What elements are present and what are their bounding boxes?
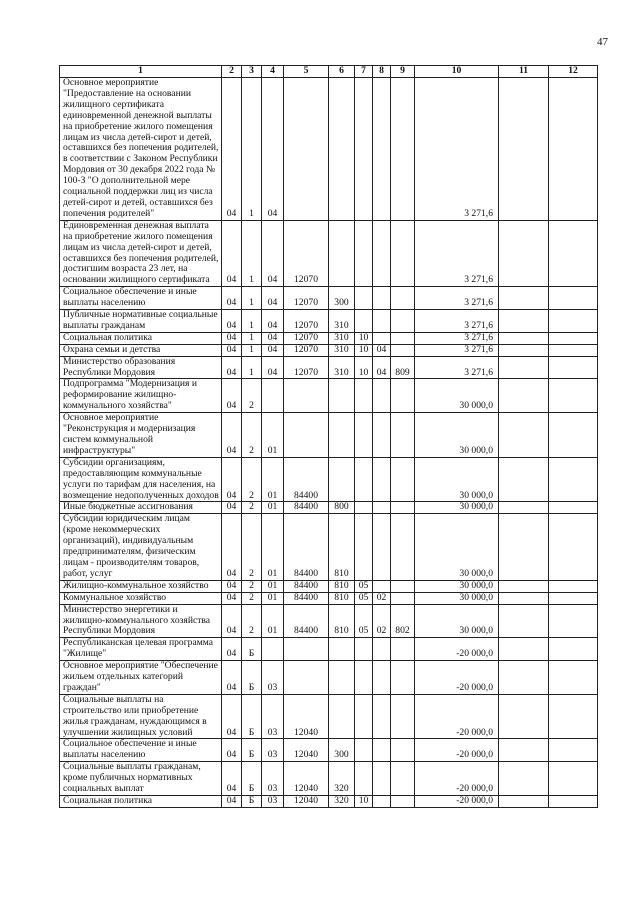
row-cell-col-10: 30 000,0 [415,604,499,638]
column-header-12: 12 [549,66,598,78]
table-row [60,796,598,808]
budget-table [59,65,598,808]
row-cell-col-8: 04 [373,356,391,379]
row-cell-col-11 [499,762,549,796]
row-cell-col-12 [549,220,598,286]
row-cell-col-6: 310 [329,356,355,379]
row-cell-col-11 [499,694,549,739]
row-cell-col-6 [329,413,355,458]
row-cell-col-10: 3 271,6 [415,220,499,286]
table-row [60,287,598,310]
row-cell-col-2: 04 [222,694,242,739]
row-cell-col-9 [391,78,415,221]
row-cell-col-12 [549,413,598,458]
row-cell-col-3: 1 [242,332,262,344]
row-cell-col-10: 30 000,0 [415,413,499,458]
column-header-10: 10 [415,66,499,78]
row-cell-col-4 [262,379,284,413]
table-row [60,580,598,592]
row-cell-col-2: 04 [222,638,242,661]
row-name-cell: Единовременная денежная выплата на приобретение жилого помещения лицам из числа детей-сирот и детей, оставшихся без попечения родителей, достигшим возраста 23 лет, на основании жилищного сертификата [60,220,222,286]
row-cell-col-4: 04 [262,310,284,333]
row-cell-col-12 [549,739,598,762]
row-cell-col-10: -20 000,0 [415,694,499,739]
row-cell-col-9 [391,796,415,808]
column-header-8: 8 [373,66,391,78]
row-cell-col-2: 04 [222,580,242,592]
row-cell-col-3: Б [242,796,262,808]
row-cell-col-2: 04 [222,604,242,638]
row-cell-col-3: 2 [242,514,262,580]
row-cell-col-11 [499,287,549,310]
row-cell-col-6 [329,220,355,286]
row-cell-col-4: 01 [262,457,284,502]
row-cell-col-6 [329,457,355,502]
row-cell-col-9: 809 [391,356,415,379]
row-cell-col-5 [284,379,329,413]
row-name-cell: Охрана семьи и детства [60,344,222,356]
row-cell-col-7 [355,413,373,458]
table-row [60,661,598,695]
row-name-cell: Основное мероприятие "Обеспечение жильем отдельных категорий граждан" [60,661,222,695]
row-cell-col-9 [391,344,415,356]
row-cell-col-8: 04 [373,344,391,356]
row-cell-col-10: 30 000,0 [415,514,499,580]
row-cell-col-12 [549,661,598,695]
row-cell-col-11 [499,502,549,514]
row-cell-col-10: 3 271,6 [415,356,499,379]
table-body [60,78,598,808]
table-row [60,604,598,638]
row-cell-col-7 [355,762,373,796]
row-cell-col-2: 04 [222,310,242,333]
row-cell-col-5: 12040 [284,762,329,796]
row-cell-col-8 [373,379,391,413]
row-cell-col-4: 01 [262,502,284,514]
row-cell-col-2: 04 [222,592,242,604]
row-cell-col-4: 03 [262,661,284,695]
row-cell-col-11 [499,796,549,808]
row-cell-col-8 [373,762,391,796]
row-cell-col-3: 2 [242,379,262,413]
table-row [60,356,598,379]
row-cell-col-2: 04 [222,287,242,310]
row-cell-col-2: 04 [222,502,242,514]
row-cell-col-5: 12070 [284,356,329,379]
row-cell-col-3: Б [242,694,262,739]
row-name-cell: Республиканская целевая программа "Жилище" [60,638,222,661]
row-cell-col-8 [373,661,391,695]
row-cell-col-6: 810 [329,514,355,580]
row-cell-col-8 [373,310,391,333]
row-cell-col-10: 30 000,0 [415,502,499,514]
row-cell-col-7: 05 [355,580,373,592]
row-cell-col-4: 04 [262,287,284,310]
row-cell-col-5: 12070 [284,344,329,356]
row-cell-col-5: 12040 [284,694,329,739]
row-cell-col-8 [373,796,391,808]
row-cell-col-4: 04 [262,344,284,356]
row-cell-col-8 [373,413,391,458]
row-cell-col-10: 3 271,6 [415,310,499,333]
row-cell-col-12 [549,796,598,808]
row-cell-col-12 [549,604,598,638]
row-cell-col-6 [329,661,355,695]
row-name-cell: Социальное обеспечение и иные выплаты населению [60,287,222,310]
row-cell-col-2: 04 [222,78,242,221]
row-cell-col-6: 810 [329,604,355,638]
row-cell-col-12 [549,78,598,221]
table-row [60,502,598,514]
column-header-9: 9 [391,66,415,78]
row-cell-col-12 [549,379,598,413]
row-cell-col-11 [499,332,549,344]
row-cell-col-7: 10 [355,356,373,379]
row-cell-col-3: 1 [242,356,262,379]
row-cell-col-6: 310 [329,332,355,344]
row-cell-col-3: 1 [242,287,262,310]
row-cell-col-12 [549,514,598,580]
row-cell-col-12 [549,580,598,592]
row-cell-col-7 [355,78,373,221]
row-cell-col-3: 2 [242,502,262,514]
column-header-3: 3 [242,66,262,78]
row-cell-col-9 [391,332,415,344]
row-cell-col-5: 84400 [284,514,329,580]
row-cell-col-4 [262,638,284,661]
row-cell-col-7 [355,457,373,502]
row-cell-col-5: 84400 [284,604,329,638]
row-cell-col-5 [284,638,329,661]
row-cell-col-3: 1 [242,78,262,221]
row-cell-col-5: 84400 [284,580,329,592]
row-cell-col-11 [499,638,549,661]
row-cell-col-2: 04 [222,514,242,580]
row-cell-col-5: 84400 [284,457,329,502]
row-cell-col-7 [355,220,373,286]
row-cell-col-11 [499,514,549,580]
row-cell-col-7 [355,661,373,695]
row-cell-col-9 [391,287,415,310]
row-cell-col-12 [549,638,598,661]
row-name-cell: Социальные выплаты на строительство или приобретение жилья гражданам, нуждающимся в улучшении жилищных условий [60,694,222,739]
row-cell-col-11 [499,310,549,333]
row-cell-col-12 [549,310,598,333]
table-row [60,592,598,604]
row-cell-col-3: 2 [242,457,262,502]
table-row [60,694,598,739]
row-cell-col-3: 2 [242,580,262,592]
row-cell-col-6: 320 [329,796,355,808]
row-name-cell: Субсидии организациям, предоставляющим коммунальные услуги по тарифам для населения, на возмещение недополученных доходов [60,457,222,502]
row-cell-col-3: 1 [242,344,262,356]
row-cell-col-6: 810 [329,580,355,592]
column-header-2: 2 [222,66,242,78]
row-name-cell: Министерство образования Республики Мордовия [60,356,222,379]
row-cell-col-8 [373,287,391,310]
row-cell-col-10: 30 000,0 [415,457,499,502]
table-row [60,220,598,286]
row-cell-col-7 [355,694,373,739]
row-name-cell: Социальные выплаты гражданам, кроме публичных нормативных социальных выплат [60,762,222,796]
row-cell-col-12 [549,457,598,502]
row-cell-col-9 [391,739,415,762]
table-header-row [60,66,598,78]
row-cell-col-6 [329,78,355,221]
row-cell-col-12 [549,592,598,604]
row-cell-col-9 [391,762,415,796]
row-cell-col-9 [391,514,415,580]
row-cell-col-2: 04 [222,739,242,762]
row-cell-col-6: 810 [329,592,355,604]
row-cell-col-9 [391,457,415,502]
row-cell-col-12 [549,502,598,514]
row-cell-col-5: 12070 [284,220,329,286]
page-number: 47 [597,36,608,48]
row-cell-col-6: 310 [329,310,355,333]
row-cell-col-10: 3 271,6 [415,78,499,221]
row-cell-col-4: 04 [262,332,284,344]
row-cell-col-8 [373,638,391,661]
row-cell-col-10: -20 000,0 [415,739,499,762]
row-cell-col-10: 3 271,6 [415,287,499,310]
row-cell-col-4: 04 [262,356,284,379]
row-cell-col-7: 10 [355,344,373,356]
row-cell-col-2: 04 [222,344,242,356]
row-cell-col-7 [355,739,373,762]
row-cell-col-8: 02 [373,592,391,604]
row-name-cell: Социальное обеспечение и иные выплаты населению [60,739,222,762]
row-cell-col-7: 05 [355,592,373,604]
row-cell-col-11 [499,344,549,356]
row-name-cell: Жилищно-коммунальное хозяйство [60,580,222,592]
row-cell-col-5 [284,661,329,695]
column-header-7: 7 [355,66,373,78]
table-row [60,413,598,458]
row-cell-col-8: 02 [373,604,391,638]
row-cell-col-9 [391,502,415,514]
row-cell-col-4: 04 [262,220,284,286]
row-cell-col-5: 84400 [284,592,329,604]
row-cell-col-2: 04 [222,356,242,379]
row-cell-col-11 [499,592,549,604]
row-cell-col-11 [499,739,549,762]
row-cell-col-4: 01 [262,592,284,604]
row-cell-col-7 [355,638,373,661]
row-cell-col-5: 12040 [284,796,329,808]
row-cell-col-5: 12070 [284,332,329,344]
row-cell-col-9 [391,592,415,604]
row-cell-col-5 [284,78,329,221]
row-cell-col-3: Б [242,638,262,661]
row-cell-col-12 [549,762,598,796]
row-cell-col-7: 10 [355,332,373,344]
row-cell-col-8 [373,694,391,739]
table-row [60,457,598,502]
row-cell-col-3: 2 [242,604,262,638]
row-cell-col-2: 04 [222,379,242,413]
row-cell-col-8 [373,502,391,514]
row-cell-col-10: 3 271,6 [415,344,499,356]
row-cell-col-5: 12040 [284,739,329,762]
row-cell-col-7 [355,287,373,310]
table-row [60,310,598,333]
row-cell-col-12 [549,694,598,739]
row-cell-col-3: 1 [242,310,262,333]
column-header-6: 6 [329,66,355,78]
row-cell-col-4: 03 [262,762,284,796]
row-cell-col-9 [391,310,415,333]
row-cell-col-10: -20 000,0 [415,796,499,808]
row-cell-col-10: 30 000,0 [415,379,499,413]
row-name-cell: Основное мероприятие "Реконструкция и модернизация систем коммунальной инфраструктуры" [60,413,222,458]
row-cell-col-8 [373,457,391,502]
row-cell-col-3: Б [242,762,262,796]
row-name-cell: Коммунальное хозяйство [60,592,222,604]
row-cell-col-12 [549,344,598,356]
row-cell-col-7: 05 [355,604,373,638]
row-cell-col-4: 04 [262,78,284,221]
table-row [60,344,598,356]
row-cell-col-9: 802 [391,604,415,638]
row-cell-col-9 [391,413,415,458]
row-cell-col-11 [499,413,549,458]
row-cell-col-11 [499,78,549,221]
row-cell-col-10: -20 000,0 [415,661,499,695]
row-cell-col-9 [391,379,415,413]
row-cell-col-8 [373,220,391,286]
row-cell-col-8 [373,78,391,221]
row-cell-col-3: 1 [242,220,262,286]
table-row [60,762,598,796]
column-header-5: 5 [284,66,329,78]
row-name-cell: Субсидии юридическим лицам (кроме некоммерческих организаций), индивидуальным предпринимателям, физическим лицам - производителям товаров, работ, услуг [60,514,222,580]
row-cell-col-6: 300 [329,739,355,762]
row-cell-col-6 [329,638,355,661]
row-cell-col-9 [391,220,415,286]
row-cell-col-11 [499,661,549,695]
table-row [60,379,598,413]
column-header-1: 1 [60,66,222,78]
row-cell-col-4: 03 [262,796,284,808]
row-cell-col-4: 01 [262,514,284,580]
row-cell-col-2: 04 [222,796,242,808]
row-cell-col-10: 30 000,0 [415,592,499,604]
row-name-cell: Иные бюджетные ассигнования [60,502,222,514]
row-cell-col-4: 03 [262,694,284,739]
row-cell-col-9 [391,580,415,592]
row-cell-col-10: -20 000,0 [415,762,499,796]
column-header-11: 11 [499,66,549,78]
row-cell-col-3: 2 [242,413,262,458]
row-cell-col-8 [373,514,391,580]
row-cell-col-2: 04 [222,661,242,695]
row-cell-col-10: 3 271,6 [415,332,499,344]
row-cell-col-9 [391,638,415,661]
row-cell-col-10: 30 000,0 [415,580,499,592]
row-cell-col-7 [355,514,373,580]
row-cell-col-11 [499,604,549,638]
table-row [60,638,598,661]
row-cell-col-4: 01 [262,604,284,638]
row-cell-col-3: 2 [242,592,262,604]
row-cell-col-10: -20 000,0 [415,638,499,661]
row-cell-col-4: 03 [262,739,284,762]
row-cell-col-3: Б [242,739,262,762]
row-cell-col-2: 04 [222,220,242,286]
row-cell-col-2: 04 [222,332,242,344]
row-cell-col-6 [329,379,355,413]
row-cell-col-2: 04 [222,762,242,796]
row-cell-col-11 [499,379,549,413]
row-cell-col-3: Б [242,661,262,695]
row-cell-col-6: 300 [329,287,355,310]
row-cell-col-2: 04 [222,457,242,502]
row-cell-col-11 [499,220,549,286]
row-name-cell: Министерство энергетики и жилищно-коммунального хозяйства Республики Мордовия [60,604,222,638]
row-cell-col-2: 04 [222,413,242,458]
row-cell-col-8 [373,332,391,344]
table-row [60,332,598,344]
row-cell-col-7 [355,502,373,514]
row-cell-col-8 [373,580,391,592]
column-header-4: 4 [262,66,284,78]
row-cell-col-11 [499,356,549,379]
row-cell-col-6: 310 [329,344,355,356]
row-cell-col-12 [549,332,598,344]
row-cell-col-6 [329,694,355,739]
row-cell-col-5 [284,413,329,458]
row-cell-col-5: 12070 [284,287,329,310]
row-cell-col-5: 12070 [284,310,329,333]
row-cell-col-4: 01 [262,413,284,458]
row-cell-col-9 [391,661,415,695]
row-cell-col-7 [355,379,373,413]
table-row [60,514,598,580]
row-cell-col-11 [499,457,549,502]
row-cell-col-4: 01 [262,580,284,592]
row-cell-col-7: 10 [355,796,373,808]
row-cell-col-7 [355,310,373,333]
row-name-cell: Основное мероприятие "Предоставление на основании жилищного сертификата единовременной денежной выплаты на приобретение жилого помещения лицам из числа детей-сирот и детей, оставшихся без попечения родителей, в соответствии с Законом Республики Мордовия от 30 декабря 2022 года № 100-З "О дополнительной мере социальной поддержки лиц из числа детей-сирот и детей, оставшихся без попечения родителей" [60,78,222,221]
row-name-cell: Подпрограмма "Модернизация и реформирование жилищно-коммунального хозяйства" [60,379,222,413]
row-cell-col-6: 800 [329,502,355,514]
row-name-cell: Социальная политика [60,796,222,808]
table-row [60,739,598,762]
row-name-cell: Публичные нормативные социальные выплаты гражданам [60,310,222,333]
row-cell-col-9 [391,694,415,739]
row-cell-col-12 [549,287,598,310]
row-cell-col-8 [373,739,391,762]
row-cell-col-11 [499,580,549,592]
row-cell-col-6: 320 [329,762,355,796]
row-cell-col-5: 84400 [284,502,329,514]
table-row [60,78,598,221]
row-cell-col-12 [549,356,598,379]
row-name-cell: Социальная политика [60,332,222,344]
